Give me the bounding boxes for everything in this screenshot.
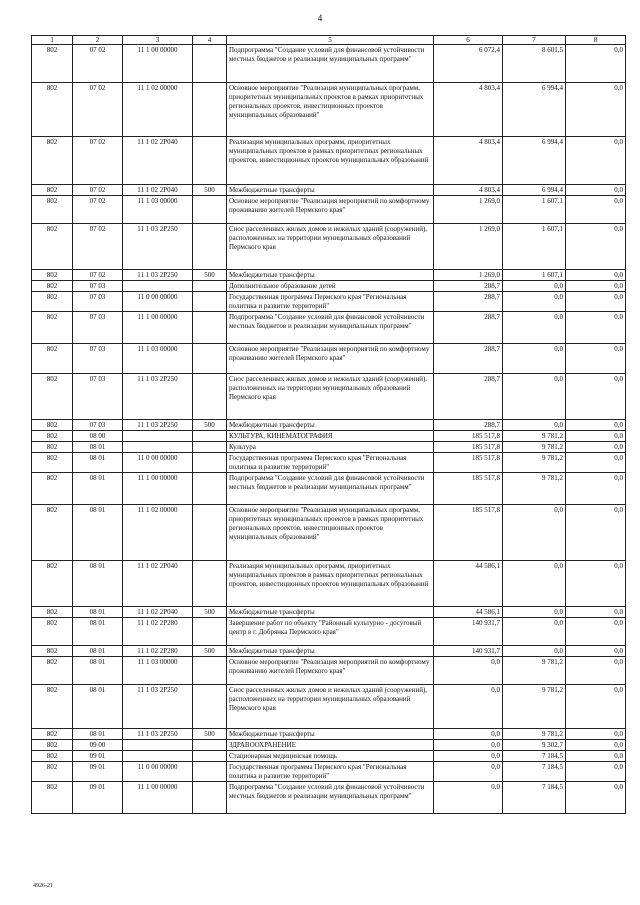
column-header: 6 xyxy=(434,36,503,45)
expense-type-cell xyxy=(193,618,227,646)
section-code-cell: 08 00 xyxy=(73,431,123,442)
admin-code-cell: 802 xyxy=(32,442,73,453)
target-item-cell: 11 1 00 00000 xyxy=(123,473,193,505)
admin-code-cell: 802 xyxy=(32,782,73,814)
amount-cell: 0,0 xyxy=(503,344,566,374)
admin-code-cell: 802 xyxy=(32,83,73,137)
amount-cell: 140 931,7 xyxy=(434,618,503,646)
section-code-cell: 09 00 xyxy=(73,740,123,751)
amount-cell: 0,0 xyxy=(566,607,626,618)
description-cell: Государственная программа Пермского края "Региональная политика и развитие территорий" xyxy=(227,292,434,312)
target-item-cell: 11 1 03 2Р250 xyxy=(123,270,193,281)
column-header: 2 xyxy=(73,36,123,45)
amount-cell: 185 517,8 xyxy=(434,442,503,453)
admin-code-cell: 802 xyxy=(32,45,73,83)
admin-code-cell: 802 xyxy=(32,473,73,505)
amount-cell: 44 586,1 xyxy=(434,561,503,607)
admin-code-cell: 802 xyxy=(32,657,73,685)
amount-cell: 1 269,0 xyxy=(434,270,503,281)
amount-cell: 0,0 xyxy=(566,420,626,431)
expense-type-cell: 500 xyxy=(193,607,227,618)
admin-code-cell: 802 xyxy=(32,420,73,431)
section-code-cell: 07 02 xyxy=(73,224,123,270)
description-cell: Межбюджетные трансферты xyxy=(227,646,434,657)
expense-type-cell: 500 xyxy=(193,420,227,431)
amount-cell: 0,0 xyxy=(434,751,503,762)
target-item-cell: 11 0 00 00000 xyxy=(123,292,193,312)
admin-code-cell: 802 xyxy=(32,196,73,224)
description-cell: Межбюджетные трансферты xyxy=(227,607,434,618)
table-row xyxy=(32,185,626,196)
table-row xyxy=(32,312,626,344)
table-row xyxy=(32,505,626,561)
table-row xyxy=(32,137,626,185)
expense-type-cell xyxy=(193,281,227,292)
amount-cell: 0,0 xyxy=(503,561,566,607)
amount-cell: 0,0 xyxy=(503,420,566,431)
section-code-cell: 08 01 xyxy=(73,618,123,646)
target-item-cell: 11 1 02 2Р040 xyxy=(123,185,193,196)
amount-cell: 0,0 xyxy=(566,685,626,729)
amount-cell: 0,0 xyxy=(566,45,626,83)
amount-cell: 1 269,0 xyxy=(434,224,503,270)
section-code-cell: 07 02 xyxy=(73,83,123,137)
expense-type-cell: 500 xyxy=(193,185,227,196)
document-code: 4926-21 xyxy=(33,883,53,889)
amount-cell: 288,7 xyxy=(434,344,503,374)
section-code-cell: 08 01 xyxy=(73,657,123,685)
admin-code-cell: 802 xyxy=(32,281,73,292)
section-code-cell: 07 03 xyxy=(73,344,123,374)
expense-type-cell xyxy=(193,292,227,312)
expense-type-cell xyxy=(193,473,227,505)
description-cell: Культура xyxy=(227,442,434,453)
admin-code-cell: 802 xyxy=(32,751,73,762)
amount-cell: 185 517,8 xyxy=(434,473,503,505)
admin-code-cell: 802 xyxy=(32,561,73,607)
expense-type-cell xyxy=(193,442,227,453)
target-item-cell: 11 1 00 00000 xyxy=(123,782,193,814)
amount-cell: 0,0 xyxy=(566,431,626,442)
target-item-cell: 11 1 00 00000 xyxy=(123,45,193,83)
admin-code-cell: 802 xyxy=(32,685,73,729)
amount-cell: 1 607,1 xyxy=(503,270,566,281)
amount-cell: 0,0 xyxy=(566,657,626,685)
section-code-cell: 08 01 xyxy=(73,646,123,657)
amount-cell: 0,0 xyxy=(566,281,626,292)
section-code-cell: 08 01 xyxy=(73,505,123,561)
target-item-cell: 11 1 03 2Р250 xyxy=(123,224,193,270)
section-code-cell: 07 03 xyxy=(73,292,123,312)
table-row xyxy=(32,646,626,657)
admin-code-cell: 802 xyxy=(32,344,73,374)
amount-cell: 0,0 xyxy=(434,729,503,740)
description-cell: Основное мероприятие "Реализация мероприятий по комфортному проживанию жителей Пермского края" xyxy=(227,196,434,224)
amount-cell: 0,0 xyxy=(503,607,566,618)
expense-type-cell xyxy=(193,344,227,374)
expense-type-cell xyxy=(193,224,227,270)
table-row xyxy=(32,45,626,83)
amount-cell: 1 607,1 xyxy=(503,196,566,224)
target-item-cell xyxy=(123,442,193,453)
amount-cell: 4 803,4 xyxy=(434,185,503,196)
amount-cell: 6 994,4 xyxy=(503,83,566,137)
table-row xyxy=(32,607,626,618)
description-cell: Реализация муниципальных программ, приоритетных муниципальных проектов в рамках приоритетных региональных проектов, инвестиционных проектов муниципальных образований xyxy=(227,561,434,607)
amount-cell: 140 931,7 xyxy=(434,646,503,657)
amount-cell: 7 184,5 xyxy=(503,762,566,782)
description-cell: Подпрограмма "Создание условий для финансовой устойчивости местных бюджетов и реализации муниципальных программ" xyxy=(227,312,434,344)
section-code-cell: 08 01 xyxy=(73,729,123,740)
column-header: 5 xyxy=(227,36,434,45)
target-item-cell xyxy=(123,431,193,442)
section-code-cell: 07 02 xyxy=(73,137,123,185)
section-code-cell: 07 03 xyxy=(73,312,123,344)
amount-cell: 0,0 xyxy=(434,685,503,729)
column-header: 3 xyxy=(123,36,193,45)
admin-code-cell: 802 xyxy=(32,646,73,657)
table-row xyxy=(32,224,626,270)
target-item-cell xyxy=(123,751,193,762)
amount-cell: 0,0 xyxy=(434,782,503,814)
target-item-cell: 11 1 02 2Р280 xyxy=(123,618,193,646)
expense-type-cell xyxy=(193,505,227,561)
section-code-cell: 08 01 xyxy=(73,607,123,618)
target-item-cell: 11 1 03 00000 xyxy=(123,657,193,685)
amount-cell: 185 517,8 xyxy=(434,431,503,442)
expense-type-cell: 500 xyxy=(193,646,227,657)
table-row xyxy=(32,729,626,740)
section-code-cell: 07 02 xyxy=(73,196,123,224)
section-code-cell: 07 02 xyxy=(73,270,123,281)
amount-cell: 0,0 xyxy=(566,762,626,782)
amount-cell: 7 184,5 xyxy=(503,751,566,762)
table-row xyxy=(32,657,626,685)
section-code-cell: 07 03 xyxy=(73,281,123,292)
expense-type-cell xyxy=(193,312,227,344)
amount-cell: 7 184,5 xyxy=(503,782,566,814)
description-cell: Снос расселенных жилых домов и нежилых зданий (сооружений), расположенных на территории муниципальных образований Пермского края xyxy=(227,224,434,270)
section-code-cell: 07 03 xyxy=(73,374,123,420)
section-code-cell: 08 01 xyxy=(73,453,123,473)
table-row xyxy=(32,196,626,224)
admin-code-cell: 802 xyxy=(32,729,73,740)
description-cell: ЗДРАВООХРАНЕНИЕ xyxy=(227,740,434,751)
amount-cell: 0,0 xyxy=(566,374,626,420)
admin-code-cell: 802 xyxy=(32,453,73,473)
target-item-cell: 11 1 02 2Р040 xyxy=(123,137,193,185)
expense-type-cell xyxy=(193,45,227,83)
amount-cell: 9 781,2 xyxy=(503,729,566,740)
amount-cell: 8 601,5 xyxy=(503,45,566,83)
table-row xyxy=(32,344,626,374)
amount-cell: 9 781,2 xyxy=(503,685,566,729)
amount-cell: 0,0 xyxy=(566,312,626,344)
admin-code-cell: 802 xyxy=(32,431,73,442)
column-header: 1 xyxy=(32,36,73,45)
expense-type-cell xyxy=(193,740,227,751)
description-cell: Государственная программа Пермского края "Региональная политика и развитие территорий" xyxy=(227,762,434,782)
admin-code-cell: 802 xyxy=(32,312,73,344)
amount-cell: 0,0 xyxy=(566,729,626,740)
amount-cell: 288,7 xyxy=(434,312,503,344)
admin-code-cell: 802 xyxy=(32,137,73,185)
target-item-cell xyxy=(123,281,193,292)
amount-cell: 4 803,4 xyxy=(434,137,503,185)
amount-cell: 0,0 xyxy=(566,505,626,561)
table-row xyxy=(32,762,626,782)
expense-type-cell xyxy=(193,782,227,814)
description-cell: Государственная программа Пермского края "Региональная политика и развитие территорий" xyxy=(227,453,434,473)
admin-code-cell: 802 xyxy=(32,607,73,618)
amount-cell: 288,7 xyxy=(434,281,503,292)
description-cell: Основное мероприятие "Реализация мероприятий по комфортному проживанию жителей Пермского края" xyxy=(227,344,434,374)
section-code-cell: 07 02 xyxy=(73,45,123,83)
amount-cell: 9 781,2 xyxy=(503,473,566,505)
expense-type-cell xyxy=(193,83,227,137)
admin-code-cell: 802 xyxy=(32,505,73,561)
expense-type-cell xyxy=(193,453,227,473)
table-row xyxy=(32,685,626,729)
section-code-cell: 09 01 xyxy=(73,762,123,782)
amount-cell: 0,0 xyxy=(566,83,626,137)
amount-cell: 6 072,4 xyxy=(434,45,503,83)
page-number: 4 xyxy=(317,13,323,23)
amount-cell: 0,0 xyxy=(434,762,503,782)
amount-cell: 0,0 xyxy=(566,561,626,607)
amount-cell: 0,0 xyxy=(503,505,566,561)
target-item-cell: 11 1 03 2Р250 xyxy=(123,420,193,431)
table-row xyxy=(32,374,626,420)
amount-cell: 0,0 xyxy=(566,196,626,224)
description-cell: Межбюджетные трансферты xyxy=(227,420,434,431)
expense-type-cell xyxy=(193,137,227,185)
description-cell: Подпрограмма "Создание условий для финансовой устойчивости местных бюджетов и реализации муниципальных программ" xyxy=(227,473,434,505)
amount-cell: 6 994,4 xyxy=(503,137,566,185)
table-row xyxy=(32,83,626,137)
amount-cell: 9 781,2 xyxy=(503,453,566,473)
expense-type-cell: 500 xyxy=(193,270,227,281)
description-cell: Основное мероприятие "Реализация мероприятий по комфортному проживанию жителей Пермского края" xyxy=(227,657,434,685)
amount-cell: 0,0 xyxy=(566,292,626,312)
amount-cell: 9 781,2 xyxy=(503,431,566,442)
description-cell: Завершение работ по объекту "Районный культурно - досуговый центр в г. Добрянка Пермского края" xyxy=(227,618,434,646)
admin-code-cell: 802 xyxy=(32,762,73,782)
column-header: 7 xyxy=(503,36,566,45)
amount-cell: 1 607,1 xyxy=(503,224,566,270)
amount-cell: 0,0 xyxy=(566,618,626,646)
amount-cell: 0,0 xyxy=(566,270,626,281)
admin-code-cell: 802 xyxy=(32,224,73,270)
admin-code-cell: 802 xyxy=(32,374,73,420)
target-item-cell: 11 1 00 00000 xyxy=(123,312,193,344)
table-header-row xyxy=(32,36,626,45)
description-cell: Межбюджетные трансферты xyxy=(227,729,434,740)
table-row xyxy=(32,618,626,646)
table-row xyxy=(32,453,626,473)
table-row xyxy=(32,431,626,442)
table-row xyxy=(32,740,626,751)
amount-cell: 9 781,2 xyxy=(503,442,566,453)
description-cell: КУЛЬТУРА, КИНЕМАТОГРАФИЯ xyxy=(227,431,434,442)
section-code-cell: 07 02 xyxy=(73,185,123,196)
amount-cell: 0,0 xyxy=(503,281,566,292)
budget-table xyxy=(31,35,626,814)
section-code-cell: 08 01 xyxy=(73,685,123,729)
amount-cell: 4 803,4 xyxy=(434,83,503,137)
amount-cell: 0,0 xyxy=(566,751,626,762)
section-code-cell: 09 01 xyxy=(73,751,123,762)
expense-type-cell xyxy=(193,685,227,729)
table-body xyxy=(32,45,626,814)
table-row xyxy=(32,561,626,607)
admin-code-cell: 802 xyxy=(32,292,73,312)
table-row xyxy=(32,473,626,505)
expense-type-cell xyxy=(193,561,227,607)
amount-cell: 0,0 xyxy=(566,782,626,814)
table-row xyxy=(32,420,626,431)
amount-cell: 288,7 xyxy=(434,420,503,431)
description-cell: Основное мероприятие "Реализация муниципальных программ, приоритетных муниципальных проектов в рамках приоритетных региональных проектов, инвестиционных проектов муниципальных образований" xyxy=(227,505,434,561)
description-cell: Межбюджетные трансферты xyxy=(227,185,434,196)
amount-cell: 9 781,2 xyxy=(503,657,566,685)
amount-cell: 0,0 xyxy=(503,292,566,312)
description-cell: Подпрограмма "Создание условий для финансовой устойчивости местных бюджетов и реализации муниципальных программ" xyxy=(227,45,434,83)
section-code-cell: 08 01 xyxy=(73,442,123,453)
amount-cell: 185 517,8 xyxy=(434,453,503,473)
admin-code-cell: 802 xyxy=(32,618,73,646)
description-cell: Реализация муниципальных программ, приоритетных муниципальных проектов в рамках приоритетных региональных проектов, инвестиционных проектов муниципальных образований xyxy=(227,137,434,185)
amount-cell: 0,0 xyxy=(566,740,626,751)
target-item-cell: 11 1 02 2Р040 xyxy=(123,607,193,618)
target-item-cell: 11 1 02 2Р280 xyxy=(123,646,193,657)
amount-cell: 0,0 xyxy=(566,137,626,185)
amount-cell: 0,0 xyxy=(434,657,503,685)
expense-type-cell: 500 xyxy=(193,729,227,740)
table-row xyxy=(32,292,626,312)
expense-type-cell xyxy=(193,196,227,224)
target-item-cell xyxy=(123,740,193,751)
description-cell: Межбюджетные трансферты xyxy=(227,270,434,281)
expense-type-cell xyxy=(193,374,227,420)
amount-cell: 0,0 xyxy=(434,740,503,751)
amount-cell: 0,0 xyxy=(566,453,626,473)
column-header: 4 xyxy=(193,36,227,45)
description-cell: Подпрограмма "Создание условий для финансовой устойчивости местных бюджетов и реализации муниципальных программ" xyxy=(227,782,434,814)
target-item-cell: 11 1 03 2Р250 xyxy=(123,374,193,420)
amount-cell: 9 302,7 xyxy=(503,740,566,751)
table-row xyxy=(32,442,626,453)
amount-cell: 6 994,4 xyxy=(503,185,566,196)
target-item-cell: 11 1 03 00000 xyxy=(123,344,193,374)
target-item-cell: 11 1 02 00000 xyxy=(123,83,193,137)
column-header: 8 xyxy=(566,36,626,45)
admin-code-cell: 802 xyxy=(32,185,73,196)
description-cell: Дополнительное образование детей xyxy=(227,281,434,292)
target-item-cell: 11 1 03 2Р250 xyxy=(123,685,193,729)
section-code-cell: 08 01 xyxy=(73,473,123,505)
target-item-cell: 11 1 03 00000 xyxy=(123,196,193,224)
amount-cell: 0,0 xyxy=(503,618,566,646)
description-cell: Снос расселенных жилых домов и нежилых зданий (сооружений), расположенных на территории муниципальных образований Пермского края xyxy=(227,685,434,729)
amount-cell: 288,7 xyxy=(434,374,503,420)
section-code-cell: 07 03 xyxy=(73,420,123,431)
description-cell: Основное мероприятие "Реализация муниципальных программ, приоритетных муниципальных проектов в рамках приоритетных региональных проектов, инвестиционных проектов муниципальных образований" xyxy=(227,83,434,137)
amount-cell: 0,0 xyxy=(566,224,626,270)
target-item-cell: 11 1 03 2Р250 xyxy=(123,729,193,740)
table-row xyxy=(32,281,626,292)
amount-cell: 1 269,0 xyxy=(434,196,503,224)
amount-cell: 0,0 xyxy=(503,646,566,657)
expense-type-cell xyxy=(193,657,227,685)
amount-cell: 185 517,8 xyxy=(434,505,503,561)
section-code-cell: 08 01 xyxy=(73,561,123,607)
table-row xyxy=(32,782,626,814)
amount-cell: 0,0 xyxy=(503,374,566,420)
table-row xyxy=(32,751,626,762)
amount-cell: 0,0 xyxy=(566,646,626,657)
target-item-cell: 11 0 00 00000 xyxy=(123,453,193,473)
description-cell: Стационарная медицинская помощь xyxy=(227,751,434,762)
expense-type-cell xyxy=(193,751,227,762)
amount-cell: 44 586,1 xyxy=(434,607,503,618)
table-row xyxy=(32,270,626,281)
amount-cell: 0,0 xyxy=(566,344,626,374)
target-item-cell: 11 0 00 00000 xyxy=(123,762,193,782)
description-cell: Снос расселенных жилых домов и нежилых зданий (сооружений), расположенных на территории муниципальных образований Пермского края xyxy=(227,374,434,420)
expense-type-cell xyxy=(193,431,227,442)
amount-cell: 0,0 xyxy=(566,185,626,196)
admin-code-cell: 802 xyxy=(32,740,73,751)
expense-type-cell xyxy=(193,762,227,782)
section-code-cell: 09 01 xyxy=(73,782,123,814)
amount-cell: 288,7 xyxy=(434,292,503,312)
amount-cell: 0,0 xyxy=(566,473,626,505)
target-item-cell: 11 1 02 00000 xyxy=(123,505,193,561)
amount-cell: 0,0 xyxy=(503,312,566,344)
amount-cell: 0,0 xyxy=(566,442,626,453)
target-item-cell: 11 1 02 2Р040 xyxy=(123,561,193,607)
admin-code-cell: 802 xyxy=(32,270,73,281)
